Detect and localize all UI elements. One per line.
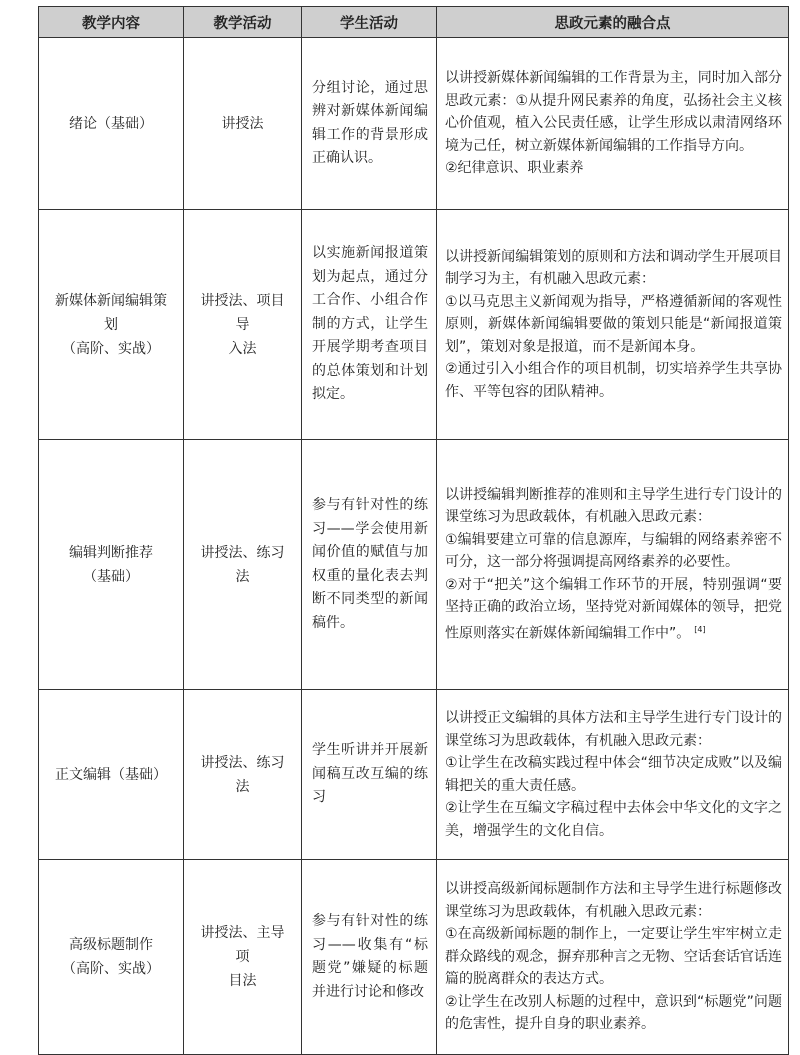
- cell-points: [437, 860, 789, 1055]
- points-text: ②让学生在互编文字稿过程中去体会中华文化的文字之美，增强学生的文化自信。: [445, 800, 782, 839]
- header-points: 思政元素的融合点: [437, 7, 789, 38]
- cell-points: [437, 690, 789, 860]
- citation-ref: [4]: [694, 624, 706, 634]
- points-text: [445, 574, 782, 645]
- cell-content: [39, 210, 184, 440]
- activity-text: 目法: [228, 973, 257, 989]
- table-row: [39, 210, 789, 440]
- cell-points: [437, 440, 789, 690]
- points-text: ①以马克思主义新闻观为指导，严格遵循新闻的客观性原则，新媒体新闻编辑要做的策划只能是“新闻报道策划”，策划对象是报道，而不是新闻本身。: [445, 293, 782, 355]
- header-content: 教学内容: [39, 7, 184, 38]
- points-text: ②通过引入小组合作的项目机制，切实培养学生共享协作、平等包容的团队精神。: [445, 361, 782, 400]
- course-table: [38, 6, 789, 1055]
- content-subtext: （基础）: [83, 568, 139, 585]
- cell-student: 参与有针对性的练习——学会使用新闻价值的赋值与加权重的量化表去判断不同类型的新闻稿件。: [302, 440, 437, 690]
- cell-content: [39, 860, 184, 1055]
- activity-text: 讲授法、项目导: [200, 292, 285, 333]
- points-text: 以讲授正文编辑的具体方法和主导学生进行专门设计的课堂练习为思政载体，有机融入思政元素：: [445, 710, 782, 749]
- points-text-body: ②对于“把关”这个编辑工作环节的开展，特别强调“要坚持正确的政治立场，坚持党对新闻媒体的领导，把党性原则落实在新媒体新闻编辑工作中”。: [445, 576, 782, 642]
- points-text: ①编辑要建立可靠的信息源库，与编辑的网络素养密不可分，这一部分将强调提高网络素养的必要性。: [445, 531, 782, 571]
- cell-activity: [184, 38, 302, 210]
- activity-text: 讲授法、练习法: [200, 544, 285, 585]
- cell-activity: [184, 210, 302, 440]
- points-text: ②纪律意识、职业素养: [445, 160, 584, 177]
- header-student: 学生活动: [302, 7, 437, 38]
- table-row: [39, 690, 789, 860]
- table-row: [39, 38, 789, 210]
- header-activity: 教学活动: [184, 7, 302, 38]
- activity-text: 讲授法、练习法: [200, 754, 285, 795]
- cell-content: [39, 440, 184, 690]
- cell-points: [437, 210, 789, 440]
- table-row: [39, 860, 789, 1055]
- content-subtext: （高阶、实战）: [62, 961, 160, 977]
- content-text: 新媒体新闻编辑策划: [55, 292, 167, 333]
- points-text: ①让学生在改稿实践过程中体会“细节决定成败”以及编辑把关的重大责任感。: [445, 755, 782, 794]
- cell-points: [437, 38, 789, 210]
- points-text: ①在高级新闻标题的制作上，一定要让学生牢牢树立走群众路线的观念，摒弃那种言之无物、空话套话官话连篇的脱离群众的表达方式。: [445, 926, 782, 988]
- cell-content: [39, 690, 184, 860]
- cell-content: [39, 38, 184, 210]
- cell-activity: [184, 690, 302, 860]
- points-text: 以讲授高级新闻标题制作方法和主导学生进行标题修改课堂练习为思政载体，有机融入思政元素：: [445, 881, 782, 920]
- content-text: 编辑判断推荐: [69, 544, 153, 561]
- points-text: 以讲授编辑判断推荐的准则和主导学生进行专门设计的课堂练习为思政载体，有机融入思政元素：: [445, 486, 782, 526]
- cell-activity: [184, 860, 302, 1055]
- header-row: [39, 7, 789, 38]
- activity-text: 讲授法: [221, 115, 264, 132]
- points-text: ②让学生在改别人标题的过程中，意识到“标题党”问题的危害性，提升自身的职业素养。: [445, 993, 782, 1033]
- cell-student: 学生听讲并开展新闻稿互改互编的练习: [302, 690, 437, 860]
- content-text: 绪论（基础）: [69, 115, 153, 132]
- cell-student: 参与有针对性的练习——收集有“标题党”嫌疑的标题并进行讨论和修改: [302, 860, 437, 1055]
- cell-activity: [184, 440, 302, 690]
- activity-text: 入法: [228, 340, 257, 357]
- table-row: [39, 440, 789, 690]
- content-text: 高级标题制作: [69, 937, 153, 953]
- points-text: 以讲授新闻编辑策划的原则和方法和调动学生开展项目制学习为主，有机融入思政元素：: [445, 248, 782, 288]
- activity-text: 讲授法、主导项: [200, 925, 285, 965]
- points-text: 以讲授新媒体新闻编辑的工作背景为主，同时加入部分思政元素：①从提升网民素养的角度，弘扬社会主义核心价值观，植入公民责任感，让学生形成以肃清网络环境为己任，树立新媒体新闻编辑的工作指导方向。: [445, 70, 782, 154]
- cell-student: 分组讨论，通过思辨对新媒体新闻编辑工作的背景形成正确认识。: [302, 38, 437, 210]
- content-text: 正文编辑（基础）: [55, 766, 167, 783]
- content-subtext: （高阶、实战）: [62, 340, 160, 357]
- cell-student: 以实施新闻报道策划为起点，通过分工合作、小组合作制的方式，让学生开展学期考查项目的总体策划和计划拟定。: [302, 210, 437, 440]
